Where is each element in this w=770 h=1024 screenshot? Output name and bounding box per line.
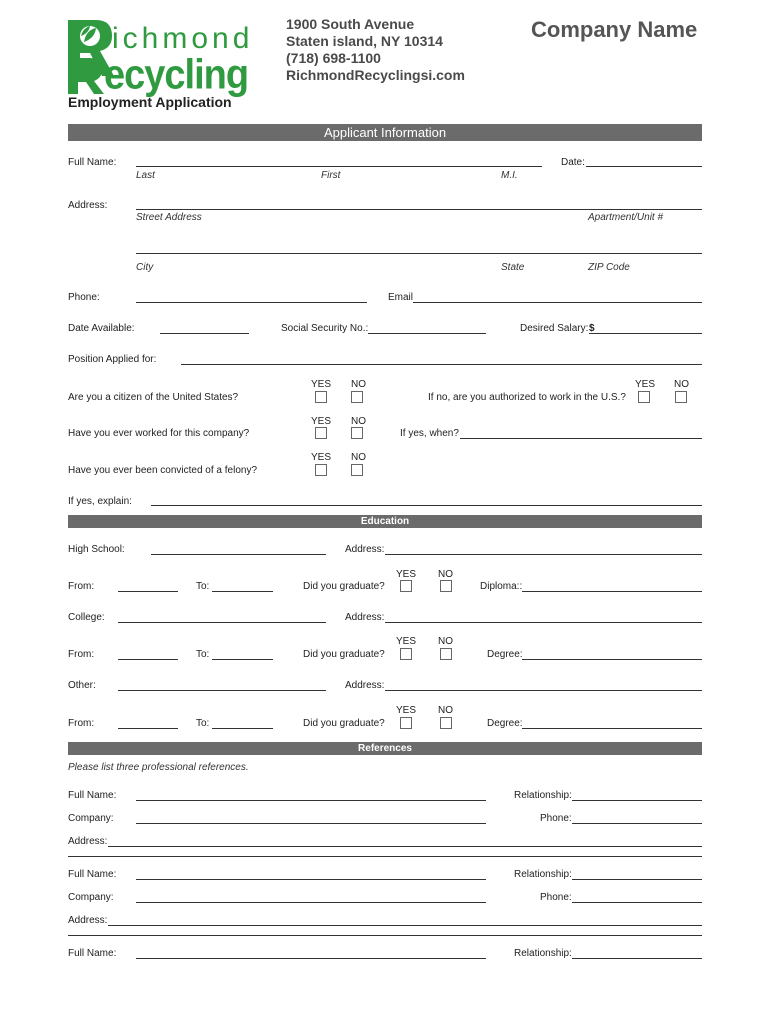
- ref2-phone-field[interactable]: [572, 902, 702, 903]
- ref1-relationship-label: Relationship:: [514, 790, 572, 801]
- ref2-company-field[interactable]: [136, 902, 486, 903]
- felony-question: Have you ever been convicted of a felony?: [68, 465, 258, 476]
- ref2-full-name-label: Full Name:: [68, 869, 117, 880]
- form-title: Employment Application: [68, 94, 232, 110]
- ref3-relationship-field[interactable]: [572, 958, 702, 959]
- city-caption: City: [136, 262, 154, 273]
- felony-yes-checkbox[interactable]: [315, 464, 327, 476]
- position-label: Position Applied for:: [68, 354, 157, 365]
- logo-text-richmond: ichmond: [112, 22, 254, 55]
- authorized-yes-checkbox[interactable]: [638, 391, 650, 403]
- middle-initial-caption: M.I.: [501, 170, 518, 181]
- worked-no-checkbox[interactable]: [351, 427, 363, 439]
- other-degree-label: Degree:: [487, 718, 523, 729]
- last-name-caption: Last: [136, 170, 155, 181]
- date-field[interactable]: [586, 166, 702, 167]
- ssn-field[interactable]: [368, 333, 486, 334]
- other-graduate-yes-label: YES: [396, 705, 417, 716]
- high-school-field[interactable]: [151, 554, 326, 555]
- position-field[interactable]: [181, 364, 702, 365]
- other-graduate-no-label: NO: [438, 705, 453, 716]
- when-label: If yes, when?: [400, 428, 459, 439]
- email-label: Email: [388, 292, 414, 303]
- diploma-field[interactable]: [522, 591, 702, 592]
- apartment-caption: Apartment/Unit #: [588, 212, 664, 223]
- citizen-no-checkbox[interactable]: [351, 391, 363, 403]
- college-field[interactable]: [118, 622, 326, 623]
- college-from-label: From:: [68, 649, 95, 660]
- worked-yes-checkbox[interactable]: [315, 427, 327, 439]
- college-degree-label: Degree:: [487, 649, 523, 660]
- address-line-1: 1900 South Avenue: [286, 16, 415, 32]
- section-applicant-information: Applicant Information: [68, 124, 702, 141]
- section-references: References: [68, 742, 702, 755]
- college-graduate-question: Did you graduate?: [303, 649, 385, 660]
- date-label: Date:: [561, 157, 585, 168]
- company-website[interactable]: RichmondRecyclingsi.com: [286, 67, 465, 83]
- explain-field[interactable]: [151, 505, 702, 506]
- other-to-label: To:: [196, 718, 210, 729]
- date-available-field[interactable]: [160, 333, 249, 334]
- authorized-no-checkbox[interactable]: [675, 391, 687, 403]
- college-degree-field[interactable]: [522, 659, 702, 660]
- other-from-label: From:: [68, 718, 95, 729]
- ref3-relationship-label: Relationship:: [514, 948, 572, 959]
- ref1-address-field[interactable]: [108, 846, 702, 847]
- ref1-phone-label: Phone:: [540, 813, 572, 824]
- ref1-company-label: Company:: [68, 813, 114, 824]
- desired-salary-field[interactable]: [589, 333, 702, 334]
- citizen-no-label: NO: [351, 379, 366, 390]
- hs-graduate-yes-checkbox[interactable]: [400, 580, 412, 592]
- ref3-full-name-field[interactable]: [136, 958, 486, 959]
- college-graduate-no-checkbox[interactable]: [440, 648, 452, 660]
- felony-no-label: NO: [351, 452, 366, 463]
- other-label: Other:: [68, 680, 96, 691]
- authorized-question: If no, are you authorized to work in the U.S.?: [428, 392, 626, 403]
- college-address-label: Address:: [345, 612, 385, 623]
- hs-graduate-yes-label: YES: [396, 569, 417, 580]
- first-name-caption: First: [321, 170, 341, 181]
- email-field[interactable]: [413, 302, 702, 303]
- ref1-full-name-field[interactable]: [136, 800, 486, 801]
- ref2-address-field[interactable]: [108, 925, 702, 926]
- other-graduate-no-checkbox[interactable]: [440, 717, 452, 729]
- state-caption: State: [501, 262, 525, 273]
- full-name-label: Full Name:: [68, 157, 117, 168]
- when-field[interactable]: [460, 438, 702, 439]
- college-to-label: To:: [196, 649, 210, 660]
- ref1-relationship-field[interactable]: [572, 800, 702, 801]
- references-instruction: Please list three professional references.: [68, 762, 249, 773]
- hs-from-field[interactable]: [118, 591, 178, 592]
- date-available-label: Date Available:: [68, 323, 135, 334]
- street-address-caption: Street Address: [136, 212, 202, 223]
- desired-salary-label: Desired Salary:: [520, 323, 589, 334]
- ref1-full-name-label: Full Name:: [68, 790, 117, 801]
- ref2-address-label: Address:: [68, 915, 108, 926]
- other-graduate-yes-checkbox[interactable]: [400, 717, 412, 729]
- ref2-full-name-field[interactable]: [136, 879, 486, 880]
- ref2-divider: [68, 935, 702, 936]
- address-line-2: Staten island, NY 10314: [286, 33, 443, 49]
- logo-text-recycling: ecycling: [104, 52, 249, 99]
- company-phone: (718) 698-1100: [286, 50, 381, 66]
- high-school-label: High School:: [68, 544, 125, 555]
- authorized-no-label: NO: [674, 379, 689, 390]
- ref1-address-label: Address:: [68, 836, 108, 847]
- ref2-relationship-label: Relationship:: [514, 869, 572, 880]
- college-to-field[interactable]: [212, 659, 273, 660]
- hs-from-label: From:: [68, 581, 95, 592]
- other-from-field[interactable]: [118, 728, 178, 729]
- zip-caption: ZIP Code: [588, 262, 630, 273]
- ssn-label: Social Security No.:: [281, 323, 369, 334]
- ref2-relationship-field[interactable]: [572, 879, 702, 880]
- street-address-field[interactable]: [136, 209, 702, 210]
- phone-field[interactable]: [136, 302, 367, 303]
- explain-label: If yes, explain:: [68, 496, 132, 507]
- worked-question: Have you ever worked for this company?: [68, 428, 250, 439]
- authorized-yes-label: YES: [635, 379, 656, 390]
- hs-graduate-question: Did you graduate?: [303, 581, 385, 592]
- felony-no-checkbox[interactable]: [351, 464, 363, 476]
- section-education: Education: [68, 515, 702, 528]
- worked-no-label: NO: [351, 416, 366, 427]
- company-name: Company Name: [531, 17, 698, 42]
- city-state-zip-field[interactable]: [136, 253, 702, 254]
- hs-to-label: To:: [196, 581, 210, 592]
- ref1-divider: [68, 856, 702, 857]
- other-address-label: Address:: [345, 680, 385, 691]
- ref2-phone-label: Phone:: [540, 892, 572, 903]
- hs-graduate-no-label: NO: [438, 569, 453, 580]
- college-graduate-yes-label: YES: [396, 636, 417, 647]
- high-school-address-label: Address:: [345, 544, 385, 555]
- other-address-field[interactable]: [385, 690, 702, 691]
- hs-graduate-no-checkbox[interactable]: [440, 580, 452, 592]
- full-name-field[interactable]: [136, 166, 542, 167]
- college-from-field[interactable]: [118, 659, 178, 660]
- citizen-question: Are you a citizen of the United States?: [68, 392, 239, 403]
- citizen-yes-checkbox[interactable]: [315, 391, 327, 403]
- high-school-address-field[interactable]: [385, 554, 702, 555]
- ref3-full-name-label: Full Name:: [68, 948, 117, 959]
- worked-yes-label: YES: [311, 416, 332, 427]
- citizen-yes-label: YES: [311, 379, 332, 390]
- college-graduate-no-label: NO: [438, 636, 453, 647]
- ref1-company-field[interactable]: [136, 823, 486, 824]
- felony-yes-label: YES: [311, 452, 332, 463]
- salary-currency-symbol: $: [589, 323, 595, 334]
- ref1-phone-field[interactable]: [572, 823, 702, 824]
- college-graduate-yes-checkbox[interactable]: [400, 648, 412, 660]
- other-to-field[interactable]: [212, 728, 273, 729]
- ref2-company-label: Company:: [68, 892, 114, 903]
- college-label: College:: [68, 612, 105, 623]
- phone-label: Phone:: [68, 292, 100, 303]
- diploma-label: Diploma::: [480, 581, 523, 592]
- college-address-field[interactable]: [385, 622, 702, 623]
- hs-to-field[interactable]: [212, 591, 273, 592]
- other-graduate-question: Did you graduate?: [303, 718, 385, 729]
- other-degree-field[interactable]: [522, 728, 702, 729]
- other-field[interactable]: [118, 690, 326, 691]
- address-label: Address:: [68, 200, 108, 211]
